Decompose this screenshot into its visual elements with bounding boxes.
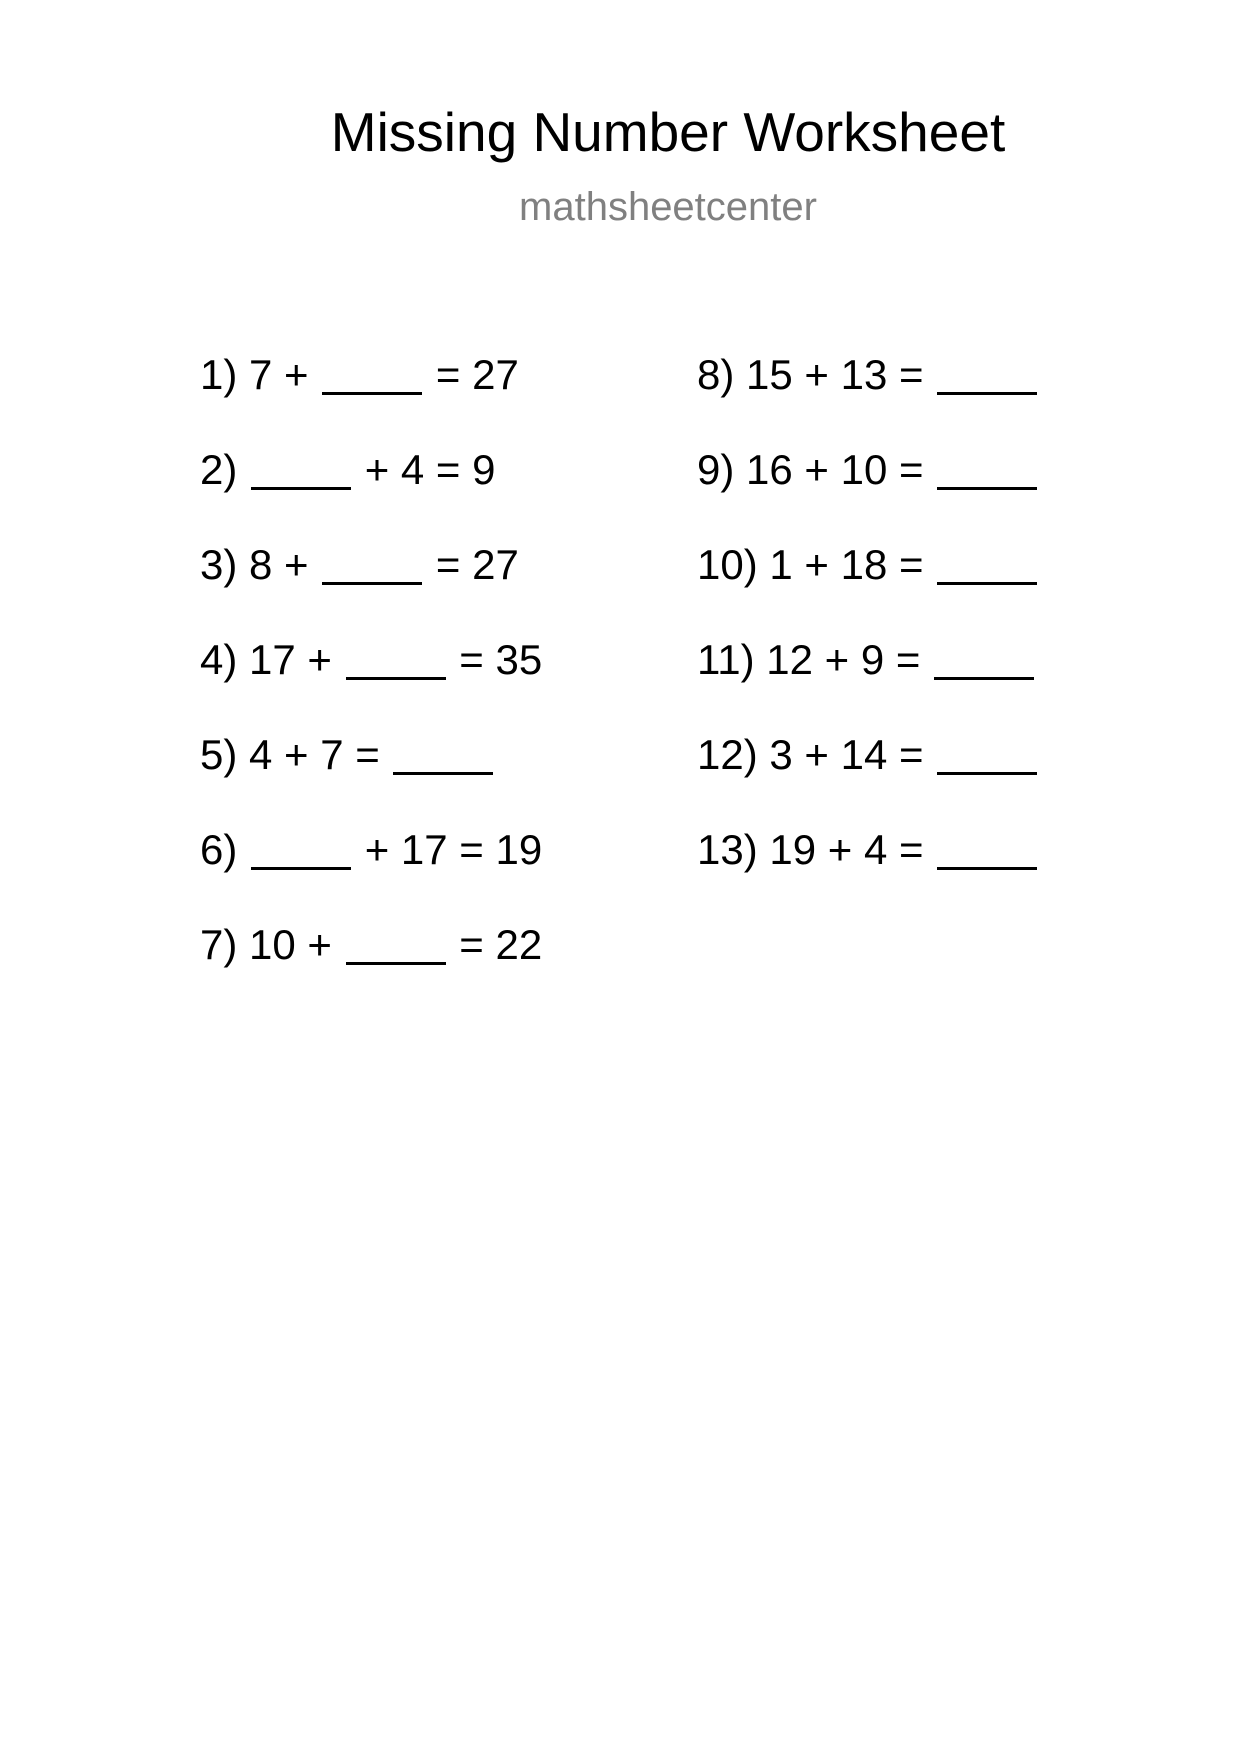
problem-number: 10) [697,541,758,588]
problem-after: = 35 [447,636,543,683]
problem-row [200,443,542,538]
problem-before: 4 + 7 = [249,731,392,778]
problem-number: 13) [697,826,758,873]
problem-row [697,348,1039,443]
problem-number: 12) [697,731,758,778]
problem-before: 10 + [249,921,344,968]
problems-left-column [200,348,542,1013]
answer-blank[interactable] [322,544,422,585]
answer-blank[interactable] [346,924,446,965]
problem-number: 1) [200,351,238,398]
problem-row [697,823,1039,918]
problem-number: 4) [200,636,238,683]
answer-blank[interactable] [937,449,1037,490]
problem-before: 17 + [249,636,344,683]
answer-blank[interactable] [937,354,1037,395]
problem-number: 9) [697,446,735,493]
problems-right-column [697,348,1039,918]
problem-before: 8 + [249,541,321,588]
answer-blank[interactable] [393,734,493,775]
problem-number: 3) [200,541,238,588]
problem-number: 2) [200,446,238,493]
answer-blank[interactable] [322,354,422,395]
problem-row [697,633,1039,728]
page-subtitle: mathsheetcenter [519,185,817,229]
problem-number: 5) [200,731,238,778]
problem-before: 7 + [249,351,321,398]
answer-blank[interactable] [251,829,351,870]
answer-blank[interactable] [937,829,1037,870]
problem-number: 8) [697,351,735,398]
problem-before: 16 + 10 = [746,446,936,493]
problem-row [200,918,542,1013]
problem-before: 15 + 13 = [746,351,936,398]
problem-row [697,538,1039,633]
problem-number: 7) [200,921,238,968]
problem-before: 1 + 18 = [769,541,936,588]
problem-row [697,443,1039,538]
problem-row [200,823,542,918]
problem-row [200,538,542,633]
problem-row [200,728,542,823]
answer-blank[interactable] [251,449,351,490]
problem-after: + 4 = 9 [353,446,496,493]
answer-blank[interactable] [934,639,1034,680]
problem-before: 19 + 4 = [769,826,936,873]
problem-number: 11) [697,636,755,683]
answer-blank[interactable] [937,734,1037,775]
problem-row [200,348,542,443]
problem-after: + 17 = 19 [353,826,543,873]
problem-after: = 27 [424,541,519,588]
answer-blank[interactable] [346,639,446,680]
problem-row [697,728,1039,823]
problem-row [200,633,542,728]
problem-before: 12 + 9 = [766,636,933,683]
problem-after: = 27 [424,351,519,398]
problem-number: 6) [200,826,238,873]
problem-before: 3 + 14 = [769,731,936,778]
problem-after: = 22 [447,921,543,968]
answer-blank[interactable] [937,544,1037,585]
page-title: Missing Number Worksheet [330,101,1006,163]
